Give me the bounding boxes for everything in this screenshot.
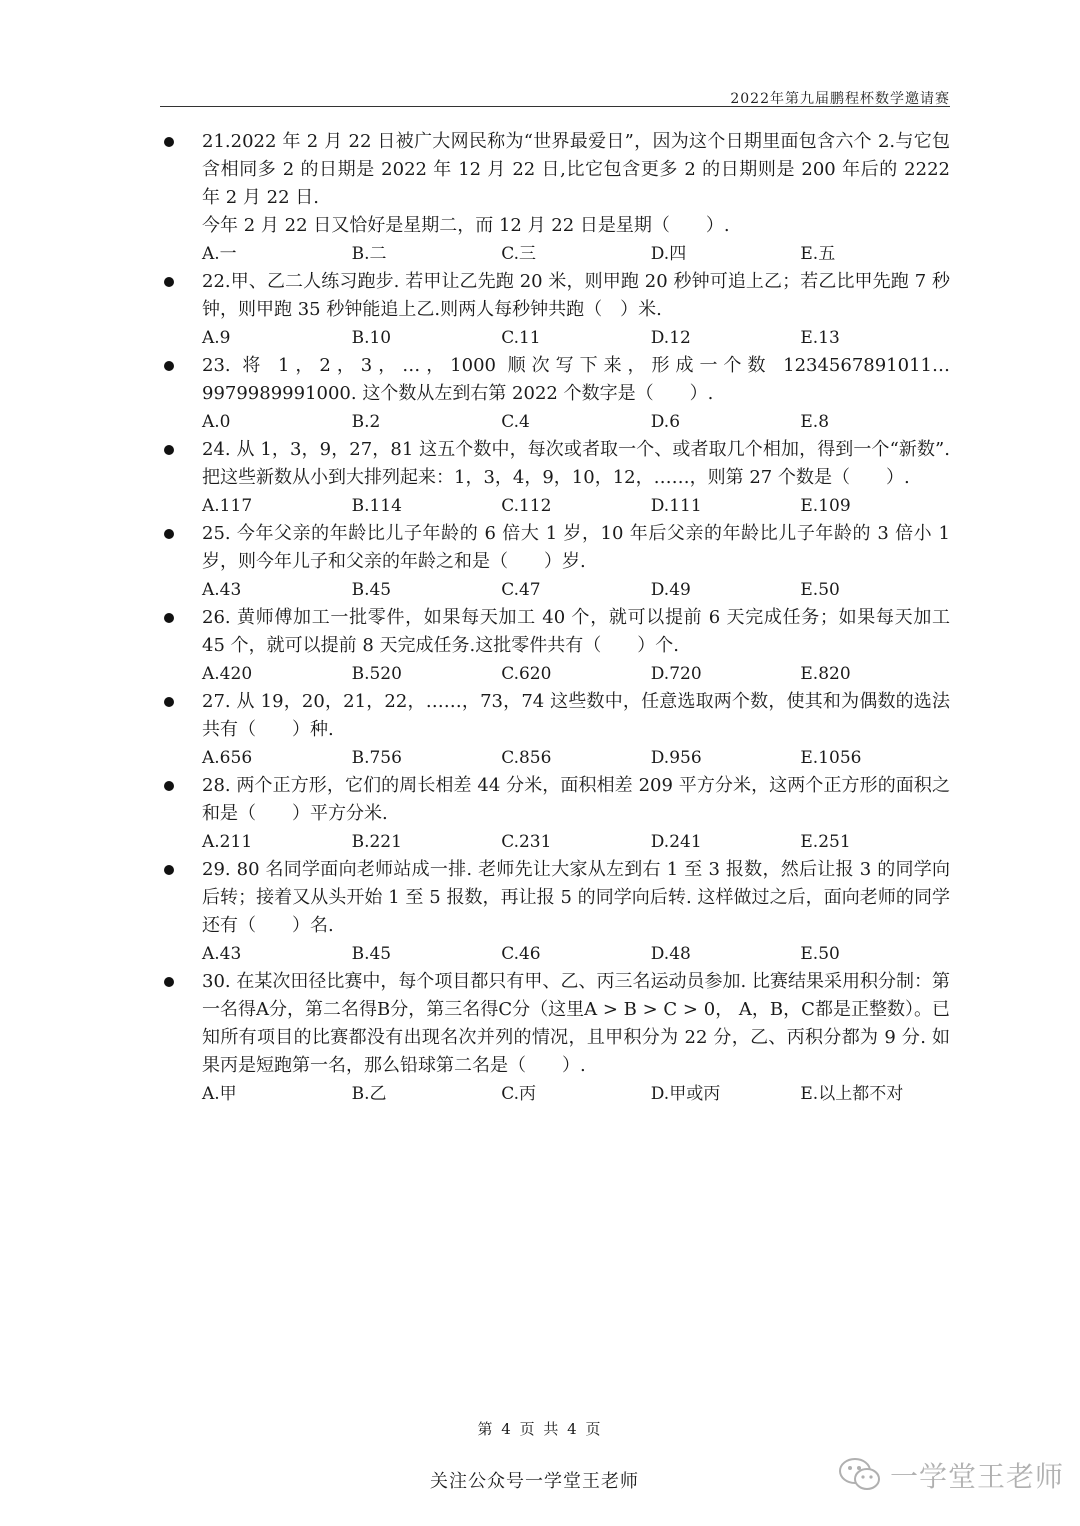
footer-note: 关注公众号一学堂王老师 (430, 1471, 639, 1492)
bullet-icon (164, 697, 174, 707)
question-text: 29. 80 名同学面向老师站成一排. 老师先让大家从左到右 1 至 3 报数，然后让报 3 的同学向后转；接着又从头开始 1 至 5 报数，再让报 5 的同学向后转. 这样做过之后，面向老师的同学还有（ ）名. (202, 859, 950, 936)
option-a: A.420 (202, 664, 253, 684)
option-a: A.211 (202, 832, 253, 852)
option-e: E.820 (800, 664, 851, 684)
option-c: C.46 (501, 944, 541, 964)
option-e: E.以上都不对 (800, 1084, 904, 1104)
option-d: D.49 (650, 580, 691, 600)
header-title: 2022年第九届鹏程杯数学邀请赛 (730, 91, 950, 107)
option-row (202, 240, 950, 268)
bullet-icon (164, 445, 174, 455)
bullet-icon (164, 137, 174, 147)
option-e: E.五 (800, 244, 836, 264)
question-item (160, 604, 956, 688)
option-e: E.251 (800, 832, 851, 852)
question-text: 28. 两个正方形，它们的周长相差 44 分米，面积相差 209 平方分米，这两个正方形的面积之和是（ ）平方分米. (202, 775, 950, 824)
option-a: A.656 (202, 748, 253, 768)
question-text: 30. 在某次田径比赛中，每个项目都只有甲、乙、丙三名运动员参加. 比赛结果采用积分制：第一名得A分，第二名得B分，第三名得C分（这里A > B > C > 0， A，B，C都是正整数）。已知所有项目的比赛都没有出现名次并列的情况，且甲积分为 22 分，乙、丙积分都为 9 分. 如果丙是短跑第一名，那么铅球第二名是（ ）. (202, 971, 950, 1076)
option-c: C.112 (501, 496, 552, 516)
option-d: D.四 (650, 244, 687, 264)
option-e: E.8 (800, 412, 830, 432)
question-item (160, 128, 950, 268)
option-row (202, 744, 950, 772)
page-number: 第 4 页 共 4 页 (477, 1420, 603, 1438)
watermark-text: 一学堂王老师 (890, 1460, 1065, 1493)
option-row (202, 324, 950, 352)
bullet-icon (164, 781, 174, 791)
option-e: E.109 (800, 496, 851, 516)
question-item (160, 268, 950, 352)
option-a: A.0 (202, 412, 231, 432)
option-d: D.241 (650, 832, 702, 852)
question-text: 27. 从 19，20，21，22，……，73，74 这些数中，任意选取两个数，使其和为偶数的选法共有（ ）种. (202, 691, 950, 740)
option-b: B.乙 (351, 1084, 387, 1104)
question-text: 26. 黄师傅加工一批零件，如果每天加工 40 个，就可以提前 6 天完成任务；如果每天加工 45 个，就可以提前 8 天完成任务.这批零件共有（ ）个. (202, 607, 956, 656)
bullet-icon (164, 613, 174, 623)
option-row (202, 940, 950, 968)
question-text: 21.2022 年 2 月 22 日被广大网民称为“世界最爱日”，因为这个日期里面包含六个 2.与它包含相同多 2 的日期是 2022 年 12 月 22 日,比它包含更多 2 的日期则是 200 年后的 2222 年 2 月 22 日. 今年 2 月 22 日又恰好是星期二，而 12 月 22 日是星期（ ）. (202, 131, 950, 236)
question-item (160, 772, 950, 856)
option-a: A.43 (202, 580, 242, 600)
bullet-icon (164, 977, 174, 987)
option-c: C.4 (501, 412, 530, 432)
option-d: D.956 (650, 748, 702, 768)
question-text: 25. 今年父亲的年龄比儿子年龄的 6 倍大 1 岁，10 年后父亲的年龄比儿子年龄的 3 倍小 1 岁，则今年儿子和父亲的年龄之和是（ ）岁. (202, 523, 956, 572)
option-d: D.甲或丙 (650, 1084, 721, 1104)
option-b: B.45 (351, 580, 392, 600)
option-e: E.50 (800, 580, 840, 600)
question-item (160, 436, 950, 520)
option-c: C.620 (501, 664, 552, 684)
bullet-icon (164, 529, 174, 539)
option-a: A.一 (202, 244, 237, 264)
option-row (202, 660, 950, 688)
option-row (202, 576, 950, 604)
option-e: E.50 (800, 944, 840, 964)
option-row (202, 1080, 950, 1108)
bullet-icon (164, 277, 174, 287)
question-text: 23. 将 1，2，3，…，1000 顺次写下来，形成一个数 1234567891011…9979989991000. 这个数从左到右第 2022 个数字是（ ）. (202, 355, 950, 404)
option-a: A.甲 (202, 1084, 237, 1104)
option-b: B.756 (351, 748, 402, 768)
option-d: D.6 (650, 412, 681, 432)
option-c: C.856 (501, 748, 552, 768)
question-item (160, 688, 950, 772)
question-text: 24. 从 1，3，9，27，81 这五个数中，每次或者取一个、或者取几个相加，得到一个“新数”.把这些新数从小到大排列起来：1，3，4，9，10，12，……，则第 27 个数是（ ）. (202, 439, 950, 488)
option-c: C.47 (501, 580, 541, 600)
option-c: C.231 (501, 832, 552, 852)
option-c: C.丙 (501, 1084, 536, 1104)
watermark (838, 1455, 1064, 1495)
option-d: D.48 (650, 944, 691, 964)
question-text: 22.甲、乙二人练习跑步. 若甲让乙先跑 20 米，则甲跑 20 秒钟可追上乙；若乙比甲先跑 7 秒钟，则甲跑 35 秒钟能追上乙.则两人每秒钟共跑（ ）米. (202, 271, 950, 320)
option-row (202, 408, 950, 436)
option-row (202, 492, 950, 520)
option-d: D.720 (650, 664, 702, 684)
option-d: D.111 (650, 496, 702, 516)
option-b: B.520 (351, 664, 402, 684)
option-row (202, 828, 950, 856)
option-a: A.9 (202, 328, 231, 348)
option-b: B.2 (351, 412, 381, 432)
header-rule (160, 106, 950, 107)
option-d: D.12 (650, 328, 691, 348)
option-a: A.43 (202, 944, 242, 964)
option-e: E.1056 (800, 748, 862, 768)
bullet-icon (164, 865, 174, 875)
option-e: E.13 (800, 328, 840, 348)
question-item (160, 856, 950, 968)
question-item (160, 968, 950, 1108)
question-list (160, 128, 956, 1108)
question-item (160, 520, 956, 604)
option-b: B.10 (351, 328, 392, 348)
option-c: C.11 (501, 328, 541, 348)
option-b: B.二 (351, 244, 387, 264)
option-c: C.三 (501, 244, 536, 264)
wechat-icon (838, 1457, 882, 1493)
option-b: B.221 (351, 832, 402, 852)
option-a: A.117 (202, 496, 253, 516)
option-b: B.45 (351, 944, 392, 964)
bullet-icon (164, 361, 174, 371)
option-b: B.114 (351, 496, 402, 516)
question-item (160, 352, 950, 436)
